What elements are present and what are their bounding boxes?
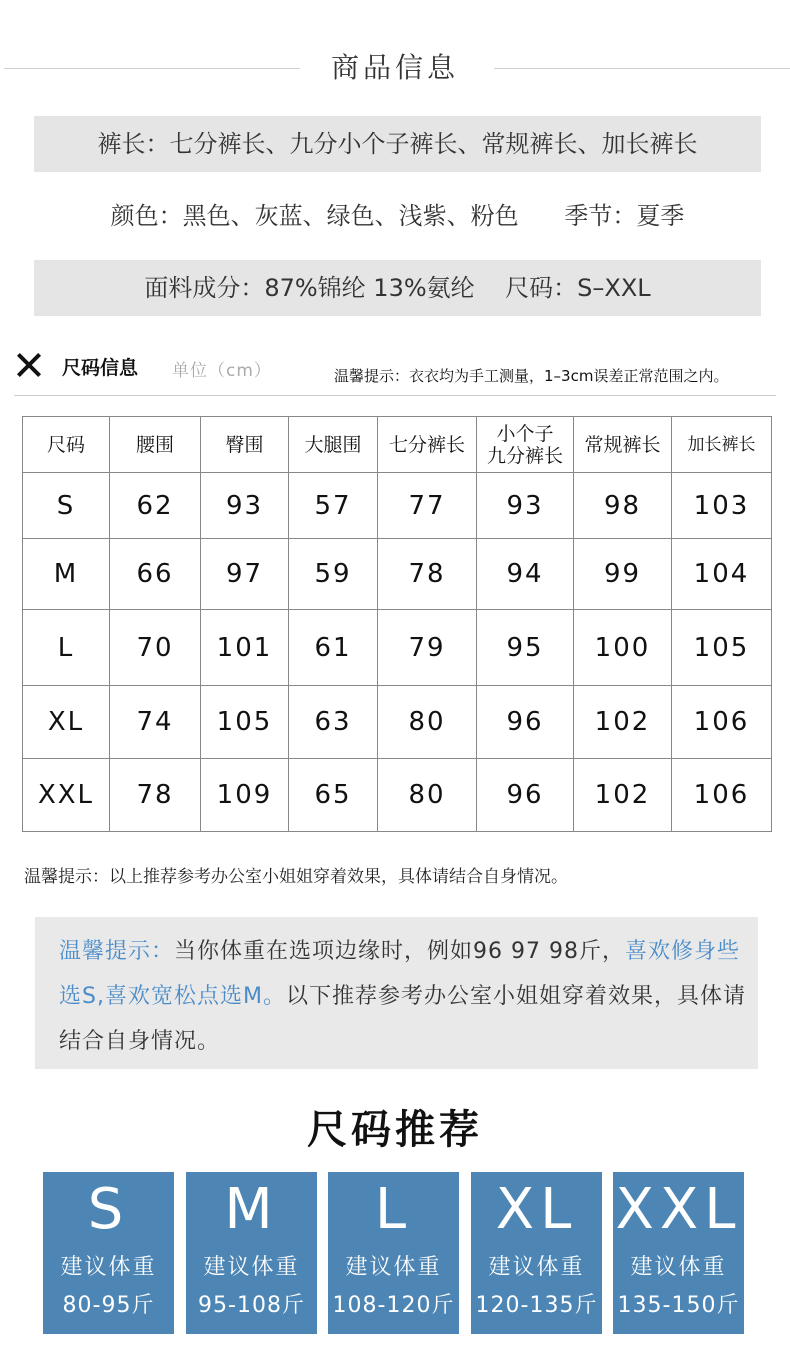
table-header-cell: 常规裤长 bbox=[574, 417, 672, 473]
size-card-weight-range: 108-120斤 bbox=[332, 1293, 455, 1318]
table-cell: 99 bbox=[574, 539, 672, 610]
table-cell: 96 bbox=[477, 686, 574, 759]
size-card-weight-range: 95-108斤 bbox=[198, 1293, 305, 1318]
table-cell: 103 bbox=[672, 473, 772, 539]
table-header-cell: 加长裤长 bbox=[672, 417, 772, 473]
table-cell: XL bbox=[23, 686, 110, 759]
table-cell: 66 bbox=[110, 539, 201, 610]
size-recommend-title: 尺码推荐 bbox=[307, 1107, 483, 1153]
size-card-label: 建议体重 bbox=[345, 1255, 442, 1280]
unit-label: 单位（cm） bbox=[172, 361, 272, 381]
size-card-weight-range: 135-150斤 bbox=[617, 1293, 740, 1318]
table-row bbox=[23, 539, 772, 610]
tip-fit-advice: 喜欢修身些选S,喜欢宽松点选M。 bbox=[59, 939, 741, 1009]
table-cell: 102 bbox=[574, 759, 672, 832]
size-card-label: 建议体重 bbox=[630, 1255, 727, 1280]
product-info-title: 商品信息 bbox=[330, 51, 459, 84]
size-card-s bbox=[43, 1172, 174, 1334]
table-cell: 65 bbox=[289, 759, 378, 832]
table-cell: 109 bbox=[201, 759, 289, 832]
table-header-row bbox=[23, 417, 772, 473]
size-card-size: XXL bbox=[615, 1177, 742, 1242]
table-cell: M bbox=[23, 539, 110, 610]
table-cell: L bbox=[23, 610, 110, 686]
tip-edge-text: 当你体重在选项边缘时，例如96 97 98斤， bbox=[174, 939, 625, 964]
table-cell: 105 bbox=[201, 686, 289, 759]
size-card-label: 建议体重 bbox=[60, 1255, 157, 1280]
table-cell: 63 bbox=[289, 686, 378, 759]
table-header-cell: 腰围 bbox=[110, 417, 201, 473]
table-cell: 80 bbox=[378, 759, 477, 832]
size-card-label: 建议体重 bbox=[488, 1255, 585, 1280]
table-cell: 105 bbox=[672, 610, 772, 686]
size-card-weight-range: 80-95斤 bbox=[62, 1293, 155, 1318]
table-cell: 59 bbox=[289, 539, 378, 610]
table-cell: 104 bbox=[672, 539, 772, 610]
table-cell: S bbox=[23, 473, 110, 539]
color-season-row: 颜色：黑色、灰蓝、绿色、浅紫、粉色 季节：夏季 bbox=[110, 202, 685, 230]
tip-reference-text: 以下推荐参考办公室小姐姐穿着效果，具体请结合自身情况。 bbox=[59, 984, 746, 1054]
table-cell: 98 bbox=[574, 473, 672, 539]
tip-label: 温馨提示： bbox=[59, 939, 175, 964]
close-x-icon bbox=[16, 352, 42, 378]
table-cell: 93 bbox=[477, 473, 574, 539]
table-cell: 70 bbox=[110, 610, 201, 686]
table-cell: 93 bbox=[201, 473, 289, 539]
pants-length-row: 裤长：七分裤长、九分小个子裤长、常规裤长、加长裤长 bbox=[34, 116, 761, 172]
table-cell: 79 bbox=[378, 610, 477, 686]
size-card-m bbox=[186, 1172, 317, 1334]
table-cell: XXL bbox=[23, 759, 110, 832]
table-cell: 80 bbox=[378, 686, 477, 759]
size-card-label: 建议体重 bbox=[203, 1255, 300, 1280]
table-header-cell: 臀围 bbox=[201, 417, 289, 473]
size-card-l bbox=[328, 1172, 459, 1334]
table-cell: 74 bbox=[110, 686, 201, 759]
table-cell: 77 bbox=[378, 473, 477, 539]
table-cell: 62 bbox=[110, 473, 201, 539]
table-cell: 61 bbox=[289, 610, 378, 686]
table-row bbox=[23, 473, 772, 539]
table-cell: 78 bbox=[378, 539, 477, 610]
table-cell: 95 bbox=[477, 610, 574, 686]
table-row bbox=[23, 759, 772, 832]
size-card-size: XL bbox=[495, 1177, 578, 1242]
table-cell: 57 bbox=[289, 473, 378, 539]
weight-tip-text bbox=[59, 929, 749, 1064]
table-cell: 100 bbox=[574, 610, 672, 686]
table-row bbox=[23, 686, 772, 759]
table-header-cell: 大腿围 bbox=[289, 417, 378, 473]
size-table bbox=[22, 416, 772, 832]
fabric-size-row: 面料成分：87%锦纶 13%氨纶 尺码：S–XXL bbox=[34, 260, 761, 316]
tip-recommend-reference: 温馨提示：以上推荐参考办公室小姐姐穿着效果，具体请结合自身情况。 bbox=[24, 867, 568, 887]
table-cell: 94 bbox=[477, 539, 574, 610]
weight-tip-box bbox=[35, 917, 758, 1069]
size-card-xxl bbox=[613, 1172, 744, 1334]
table-cell: 106 bbox=[672, 759, 772, 832]
size-card-xl bbox=[471, 1172, 602, 1334]
table-cell: 97 bbox=[201, 539, 289, 610]
table-row bbox=[23, 610, 772, 686]
header-divider bbox=[14, 395, 776, 396]
table-cell: 106 bbox=[672, 686, 772, 759]
size-card-weight-range: 120-135斤 bbox=[475, 1293, 598, 1318]
table-cell: 78 bbox=[110, 759, 201, 832]
table-header-cell: 七分裤长 bbox=[378, 417, 477, 473]
table-cell: 96 bbox=[477, 759, 574, 832]
size-card-size: M bbox=[224, 1177, 279, 1242]
measure-tip: 温馨提示：衣衣均为手工测量，1–3cm误差正常范围之内。 bbox=[334, 367, 729, 385]
table-header-cell: 小个子 九分裤长 bbox=[477, 417, 574, 473]
size-info-title: 尺码信息 bbox=[62, 357, 139, 379]
size-card-size: L bbox=[374, 1177, 413, 1242]
table-cell: 102 bbox=[574, 686, 672, 759]
table-cell: 101 bbox=[201, 610, 289, 686]
size-card-size: S bbox=[87, 1177, 130, 1242]
table-header-cell: 尺码 bbox=[23, 417, 110, 473]
